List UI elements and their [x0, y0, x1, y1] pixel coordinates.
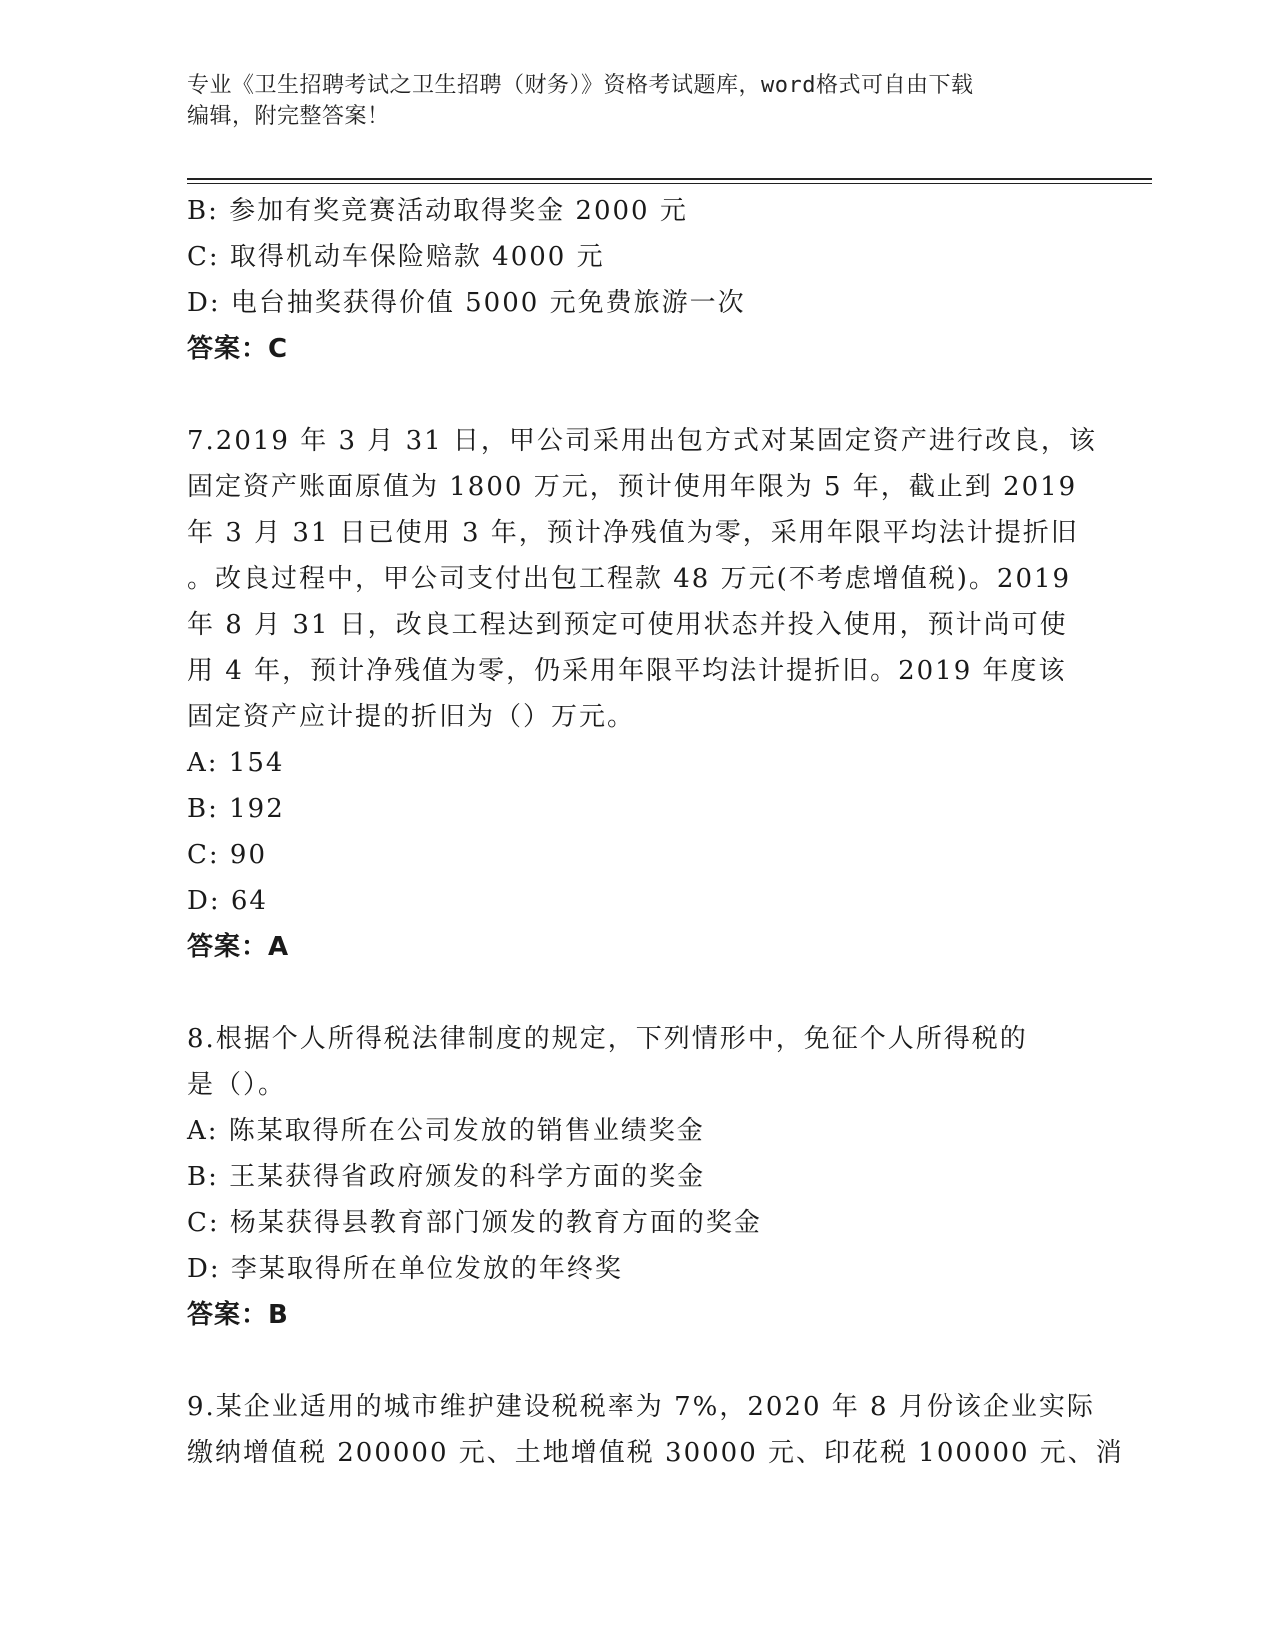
- question-7: [187, 418, 1097, 970]
- question-text-line: 9.某企业适用的城市维护建设税税率为 7%，2020 年 8 月份该企业实际: [187, 1392, 1095, 1422]
- answer-line: 答案：C: [187, 334, 289, 364]
- question-text-line: 8.根据个人所得税法律制度的规定，下列情形中，免征个人所得税的: [187, 1024, 1028, 1054]
- header-line-2: 编辑，附完整答案！: [187, 104, 390, 129]
- header-rule-thin: [187, 183, 1152, 184]
- option-b: B: 王某获得省政府颁发的科学方面的奖金: [187, 1162, 706, 1192]
- question-text-line: 。改良过程中，甲公司支付出包工程款 48 万元(不考虑增值税)。2019: [187, 564, 1072, 594]
- document-header: [187, 70, 1087, 132]
- spacer: [187, 1338, 1087, 1384]
- header-rule-thick: [187, 178, 1152, 180]
- option-a: A: 陈某取得所在公司发放的销售业绩奖金: [187, 1116, 705, 1146]
- question-text-line: 用 4 年，预计净残值为零，仍采用年限平均法计提折旧。2019 年度该: [187, 656, 1067, 686]
- question-text-line: 固定资产应计提的折旧为（）万元。: [187, 702, 636, 732]
- header-line-1: 专业《卫生招聘考试之卫生招聘（财务）》资格考试题库，word格式可自由下载: [187, 73, 974, 98]
- option-c: C: 90: [187, 840, 268, 870]
- option-d: D: 电台抽奖获得价值 5000 元免费旅游一次: [187, 288, 746, 318]
- question-text-line: 是（）。: [187, 1070, 287, 1100]
- question-text-line: 缴纳增值税 200000 元、土地增值税 30000 元、印花税 100000 元、消: [187, 1438, 1124, 1468]
- question-text-line: 年 8 月 31 日，改良工程达到预定可使用状态并投入使用，预计尚可使: [187, 610, 1068, 640]
- question-text-line: 年 3 月 31 日已使用 3 年，预计净残值为零，采用年限平均法计提折旧: [187, 518, 1079, 548]
- option-b: B: 参加有奖竞赛活动取得奖金 2000 元: [187, 196, 688, 226]
- question-text-line: 固定资产账面原值为 1800 万元，预计使用年限为 5 年，截止到 2019: [187, 472, 1078, 502]
- option-c: C: 取得机动车保险赔款 4000 元: [187, 242, 605, 272]
- spacer: [187, 970, 1087, 1016]
- option-d: D: 李某取得所在单位发放的年终奖: [187, 1254, 623, 1284]
- answer-line: 答案：B: [187, 1300, 289, 1330]
- option-a: A: 154: [187, 748, 285, 778]
- question-6-tail: [187, 188, 1087, 372]
- option-d: D: 64: [187, 886, 268, 916]
- question-8: [187, 1016, 1087, 1338]
- question-content: [187, 188, 1124, 1476]
- option-b: B: 192: [187, 794, 285, 824]
- question-9: [187, 1384, 1124, 1476]
- answer-line: 答案：A: [187, 932, 290, 962]
- question-text-line: 7.2019 年 3 月 31 日，甲公司采用出包方式对某固定资产进行改良，该: [187, 426, 1097, 456]
- option-c: C: 杨某获得县教育部门颁发的教育方面的奖金: [187, 1208, 762, 1238]
- spacer: [187, 372, 1087, 418]
